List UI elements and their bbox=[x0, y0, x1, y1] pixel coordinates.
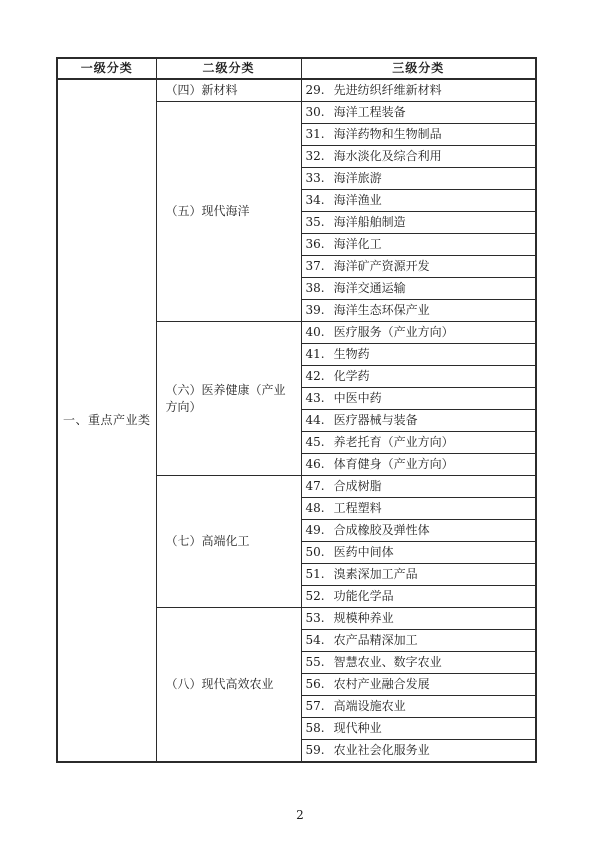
level3-cell bbox=[301, 366, 536, 388]
item-label: 先进纺织纤维新材料 bbox=[333, 83, 442, 98]
level3-cell bbox=[301, 300, 536, 322]
level3-cell bbox=[301, 520, 536, 542]
level2-cell: （四）新材料 bbox=[156, 79, 301, 102]
item-number: 29. bbox=[305, 83, 325, 98]
level3-cell bbox=[301, 234, 536, 256]
header-level2: 二级分类 bbox=[156, 58, 301, 79]
item-label: 合成橡胶及弹性体 bbox=[333, 523, 430, 538]
item-number: 49. bbox=[305, 523, 325, 538]
level3-cell bbox=[301, 476, 536, 498]
item-number: 36. bbox=[305, 237, 325, 252]
item-number: 33. bbox=[305, 171, 325, 186]
item-number: 59. bbox=[305, 743, 325, 758]
level3-cell bbox=[301, 586, 536, 608]
item-number: 31. bbox=[305, 127, 325, 142]
level3-cell bbox=[301, 124, 536, 146]
item-label: 智慧农业、数字农业 bbox=[333, 655, 442, 670]
item-label: 工程塑料 bbox=[333, 501, 382, 516]
item-label: 体育健身（产业方向） bbox=[333, 457, 454, 472]
item-number: 50. bbox=[305, 545, 325, 560]
item-label: 规模种养业 bbox=[333, 611, 394, 626]
item-label: 高端设施农业 bbox=[333, 699, 406, 714]
item-label: 海洋船舶制造 bbox=[333, 215, 406, 230]
level3-cell bbox=[301, 630, 536, 652]
table-row bbox=[57, 79, 536, 102]
item-number: 56. bbox=[305, 677, 325, 692]
item-label: 农村产业融合发展 bbox=[333, 677, 430, 692]
level3-cell bbox=[301, 146, 536, 168]
item-label: 海洋药物和生物制品 bbox=[333, 127, 442, 142]
item-number: 30. bbox=[305, 105, 325, 120]
item-label: 生物药 bbox=[333, 347, 370, 362]
level3-cell bbox=[301, 168, 536, 190]
item-label: 医疗器械与装备 bbox=[333, 413, 418, 428]
item-label: 海水淡化及综合利用 bbox=[333, 149, 442, 164]
item-number: 54. bbox=[305, 633, 325, 648]
item-label: 现代种业 bbox=[333, 721, 382, 736]
item-number: 51. bbox=[305, 567, 325, 582]
item-label: 海洋化工 bbox=[333, 237, 382, 252]
level3-cell bbox=[301, 718, 536, 740]
item-label: 海洋生态环保产业 bbox=[333, 303, 430, 318]
classification-table bbox=[56, 57, 537, 763]
item-number: 45. bbox=[305, 435, 325, 450]
item-number: 55. bbox=[305, 655, 325, 670]
item-number: 40. bbox=[305, 325, 325, 340]
item-label: 养老托育（产业方向） bbox=[333, 435, 454, 450]
item-label: 合成树脂 bbox=[333, 479, 382, 494]
item-number: 42. bbox=[305, 369, 325, 384]
item-label: 农产品精深加工 bbox=[333, 633, 418, 648]
item-label: 海洋交通运输 bbox=[333, 281, 406, 296]
item-label: 化学药 bbox=[333, 369, 370, 384]
level3-cell bbox=[301, 79, 536, 102]
level2-cell: （六）医养健康（产业方向） bbox=[156, 322, 301, 476]
level1-cell: 一、重点产业类 bbox=[57, 79, 156, 762]
item-label: 海洋矿产资源开发 bbox=[333, 259, 430, 274]
level3-cell bbox=[301, 696, 536, 718]
item-number: 47. bbox=[305, 479, 325, 494]
level3-cell bbox=[301, 278, 536, 300]
item-label: 海洋旅游 bbox=[333, 171, 382, 186]
item-number: 43. bbox=[305, 391, 325, 406]
level3-cell bbox=[301, 212, 536, 234]
level3-cell bbox=[301, 542, 536, 564]
item-number: 41. bbox=[305, 347, 325, 362]
header-level1: 一级分类 bbox=[57, 58, 156, 79]
table-body bbox=[57, 79, 536, 762]
item-number: 35. bbox=[305, 215, 325, 230]
level3-cell bbox=[301, 608, 536, 630]
item-number: 53. bbox=[305, 611, 325, 626]
level3-cell bbox=[301, 652, 536, 674]
item-label: 医药中间体 bbox=[333, 545, 394, 560]
item-number: 34. bbox=[305, 193, 325, 208]
item-number: 57. bbox=[305, 699, 325, 714]
level3-cell bbox=[301, 498, 536, 520]
level2-cell: （七）高端化工 bbox=[156, 476, 301, 608]
item-number: 58. bbox=[305, 721, 325, 736]
item-label: 功能化学品 bbox=[333, 589, 394, 604]
level3-cell bbox=[301, 740, 536, 763]
item-number: 44. bbox=[305, 413, 325, 428]
level3-cell bbox=[301, 432, 536, 454]
level3-cell bbox=[301, 322, 536, 344]
item-number: 48. bbox=[305, 501, 325, 516]
item-label: 中医中药 bbox=[333, 391, 382, 406]
item-number: 37. bbox=[305, 259, 325, 274]
page-number: 2 bbox=[296, 808, 304, 822]
level3-cell bbox=[301, 564, 536, 586]
item-label: 海洋渔业 bbox=[333, 193, 382, 208]
item-label: 农业社会化服务业 bbox=[333, 743, 430, 758]
item-number: 46. bbox=[305, 457, 325, 472]
header-row bbox=[57, 58, 536, 79]
item-number: 39. bbox=[305, 303, 325, 318]
level3-cell bbox=[301, 388, 536, 410]
item-label: 溴素深加工产品 bbox=[333, 567, 418, 582]
level3-cell bbox=[301, 674, 536, 696]
level2-cell: （五）现代海洋 bbox=[156, 102, 301, 322]
item-number: 32. bbox=[305, 149, 325, 164]
level3-cell bbox=[301, 190, 536, 212]
level3-cell bbox=[301, 344, 536, 366]
level2-cell: （八）现代高效农业 bbox=[156, 608, 301, 763]
level3-cell bbox=[301, 256, 536, 278]
item-number: 52. bbox=[305, 589, 325, 604]
level3-cell bbox=[301, 410, 536, 432]
table-header-row bbox=[57, 58, 536, 79]
level3-cell bbox=[301, 102, 536, 124]
header-level3: 三级分类 bbox=[301, 58, 536, 79]
level3-cell bbox=[301, 454, 536, 476]
item-label: 医疗服务（产业方向） bbox=[333, 325, 454, 340]
item-label: 海洋工程装备 bbox=[333, 105, 406, 120]
item-number: 38. bbox=[305, 281, 325, 296]
